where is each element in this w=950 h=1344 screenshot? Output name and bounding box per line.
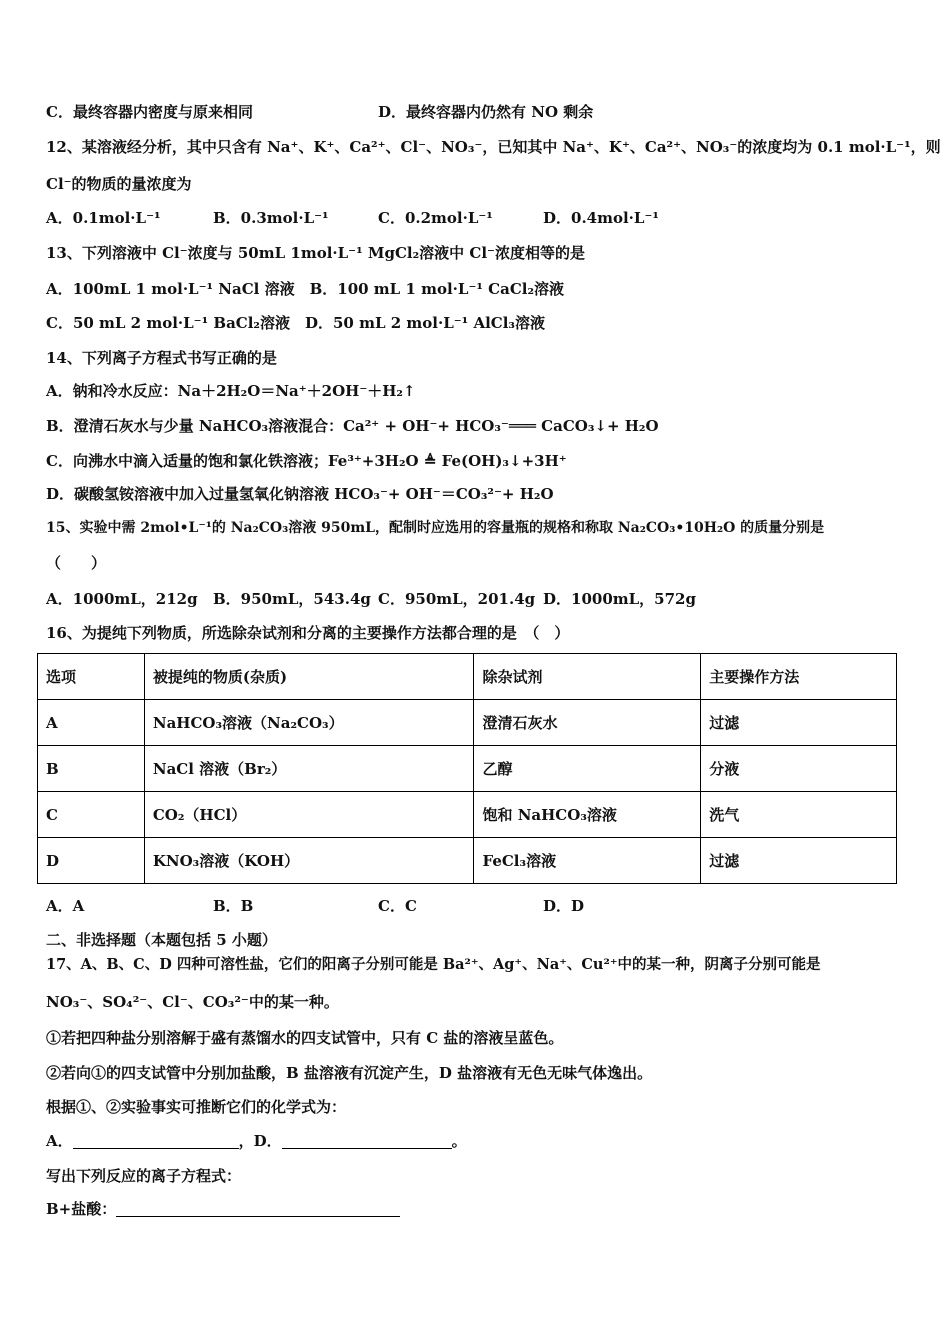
table-cell: B <box>38 746 145 792</box>
fill-d-label: ，D． <box>238 1132 282 1150</box>
q14-option-c: C．向沸水中滴入适量的饱和氯化铁溶液；Fe³⁺+3H₂O ≜ Fe(OH)₃↓+3H⁺ <box>46 452 567 470</box>
table-cell: CO₂（HCl） <box>144 792 474 838</box>
q12-option-b: B．0.3mol·L⁻¹ <box>213 209 329 227</box>
q12-stem-line1: 12、某溶液经分析，其中只含有 Na⁺、K⁺、Ca²⁺、Cl⁻、NO₃⁻，已知其中 Na⁺、K⁺、Ca²⁺、NO₃⁻的浓度均为 0.1 mol·L⁻¹，则 <box>46 138 941 156</box>
table-cell: 过滤 <box>701 838 897 884</box>
q16-option-d: D．D <box>543 897 585 915</box>
q14-stem: 14、下列离子方程式书写正确的是 <box>46 349 277 367</box>
q17-item-1: ①若把四种盐分别溶解于盛有蒸馏水的四支试管中，只有 C 盐的溶液呈蓝色。 <box>46 1029 564 1047</box>
table-cell: 饱和 NaHCO₃溶液 <box>474 792 701 838</box>
table-cell: 澄清石灰水 <box>474 700 701 746</box>
q15-option-c: C．950mL，201.4g <box>378 590 536 608</box>
q15-answer-paren: （ ） <box>46 554 107 572</box>
table-row <box>38 792 897 838</box>
table-cell: D <box>38 838 145 884</box>
table-row <box>38 838 897 884</box>
header-cell: 除杂试剂 <box>474 654 701 700</box>
section-title: 二、非选择题（本题包括 5 小题） <box>46 931 277 949</box>
q16-table <box>37 653 897 884</box>
q17-stem-line1: 17、A、B、C、D 四种可溶性盐，它们的阳离子分别可能是 Ba²⁺、Ag⁺、Na⁺、Cu²⁺中的某一种，阴离子分别可能是 <box>46 956 821 973</box>
q17-item-2: ②若向①的四支试管中分别加盐酸，B 盐溶液有沉淀产生，D 盐溶液有无色无味气体逸出。 <box>46 1064 653 1082</box>
table-cell: KNO₃溶液（KOH） <box>144 838 474 884</box>
q17-b-hcl-line <box>46 1199 400 1219</box>
q15-stem: 15、实验中需 2mol•L⁻¹的 Na₂CO₃溶液 950mL，配制时应选用的容量瓶的规格和称取 Na₂CO₃•10H₂O 的质量分别是 <box>46 520 825 536</box>
q15-option-b: B．950mL，543.4g <box>213 590 371 608</box>
q17-ionic: 写出下列反应的离子方程式： <box>46 1167 242 1185</box>
q15-option-d: D．1000mL，572g <box>543 590 696 608</box>
answer-blank-d[interactable] <box>282 1132 452 1149</box>
table-cell: 洗气 <box>701 792 897 838</box>
q13-options-cd: C．50 mL 2 mol·L⁻¹ BaCl₂溶液 D．50 mL 2 mol·L⁻¹ AlCl₃溶液 <box>46 314 545 332</box>
answer-blank-a[interactable] <box>73 1132 239 1149</box>
q11-option-d: D．最终容器内仍然有 NO 剩余 <box>378 103 594 121</box>
table-cell: 过滤 <box>701 700 897 746</box>
b-hcl-label: B+盐酸： <box>46 1200 117 1218</box>
q14-option-a: A．钠和冷水反应：Na＋2H₂O＝Na⁺＋2OH⁻＋H₂↑ <box>46 382 416 400</box>
header-cell: 选项 <box>38 654 145 700</box>
q17-fill-line <box>46 1131 467 1151</box>
table-header-row <box>38 654 897 700</box>
q13-options-ab: A．100mL 1 mol·L⁻¹ NaCl 溶液 B．100 mL 1 mol·L⁻¹ CaCl₂溶液 <box>46 280 565 298</box>
q14-option-b: B．澄清石灰水与少量 NaHCO₃溶液混合：Ca²⁺ + OH⁻+ HCO₃⁻═══ CaCO₃↓+ H₂O <box>46 417 659 435</box>
q13-stem: 13、下列溶液中 Cl⁻浓度与 50mL 1mol·L⁻¹ MgCl₂溶液中 Cl⁻浓度相等的是 <box>46 244 585 262</box>
q16-option-a: A．A <box>46 897 85 915</box>
table-row <box>38 746 897 792</box>
q15-option-a: A．1000mL，212g <box>46 590 198 608</box>
table-cell: 乙醇 <box>474 746 701 792</box>
table-cell: A <box>38 700 145 746</box>
table-cell: C <box>38 792 145 838</box>
q12-stem-line2: Cl⁻的物质的量浓度为 <box>46 175 192 193</box>
q16-stem: 16、为提纯下列物质，所选除杂试剂和分离的主要操作方法都合理的是 （ ） <box>46 624 570 642</box>
answer-blank-b-hcl[interactable] <box>116 1200 400 1217</box>
table-cell: NaHCO₃溶液（Na₂CO₃） <box>144 700 474 746</box>
table-cell: 分液 <box>701 746 897 792</box>
fill-a-label: A． <box>46 1132 73 1150</box>
q11-option-c: C．最终容器内密度与原来相同 <box>46 103 253 121</box>
q12-option-c: C．0.2mol·L⁻¹ <box>378 209 493 227</box>
fill-end: 。 <box>451 1132 467 1150</box>
header-cell: 被提纯的物质(杂质) <box>144 654 474 700</box>
q16-option-c: C．C <box>378 897 417 915</box>
q16-option-b: B．B <box>213 897 254 915</box>
q12-option-d: D．0.4mol·L⁻¹ <box>543 209 659 227</box>
q17-infer: 根据①、②实验事实可推断它们的化学式为： <box>46 1098 347 1116</box>
table-row <box>38 700 897 746</box>
table-cell: FeCl₃溶液 <box>474 838 701 884</box>
q12-option-a: A．0.1mol·L⁻¹ <box>46 209 161 227</box>
q17-stem-line2: NO₃⁻、SO₄²⁻、Cl⁻、CO₃²⁻中的某一种。 <box>46 993 339 1011</box>
table-cell: NaCl 溶液（Br₂） <box>144 746 474 792</box>
header-cell: 主要操作方法 <box>701 654 897 700</box>
q14-option-d: D．碳酸氢铵溶液中加入过量氢氧化钠溶液 HCO₃⁻+ OH⁻＝CO₃²⁻+ H₂O <box>46 485 554 503</box>
